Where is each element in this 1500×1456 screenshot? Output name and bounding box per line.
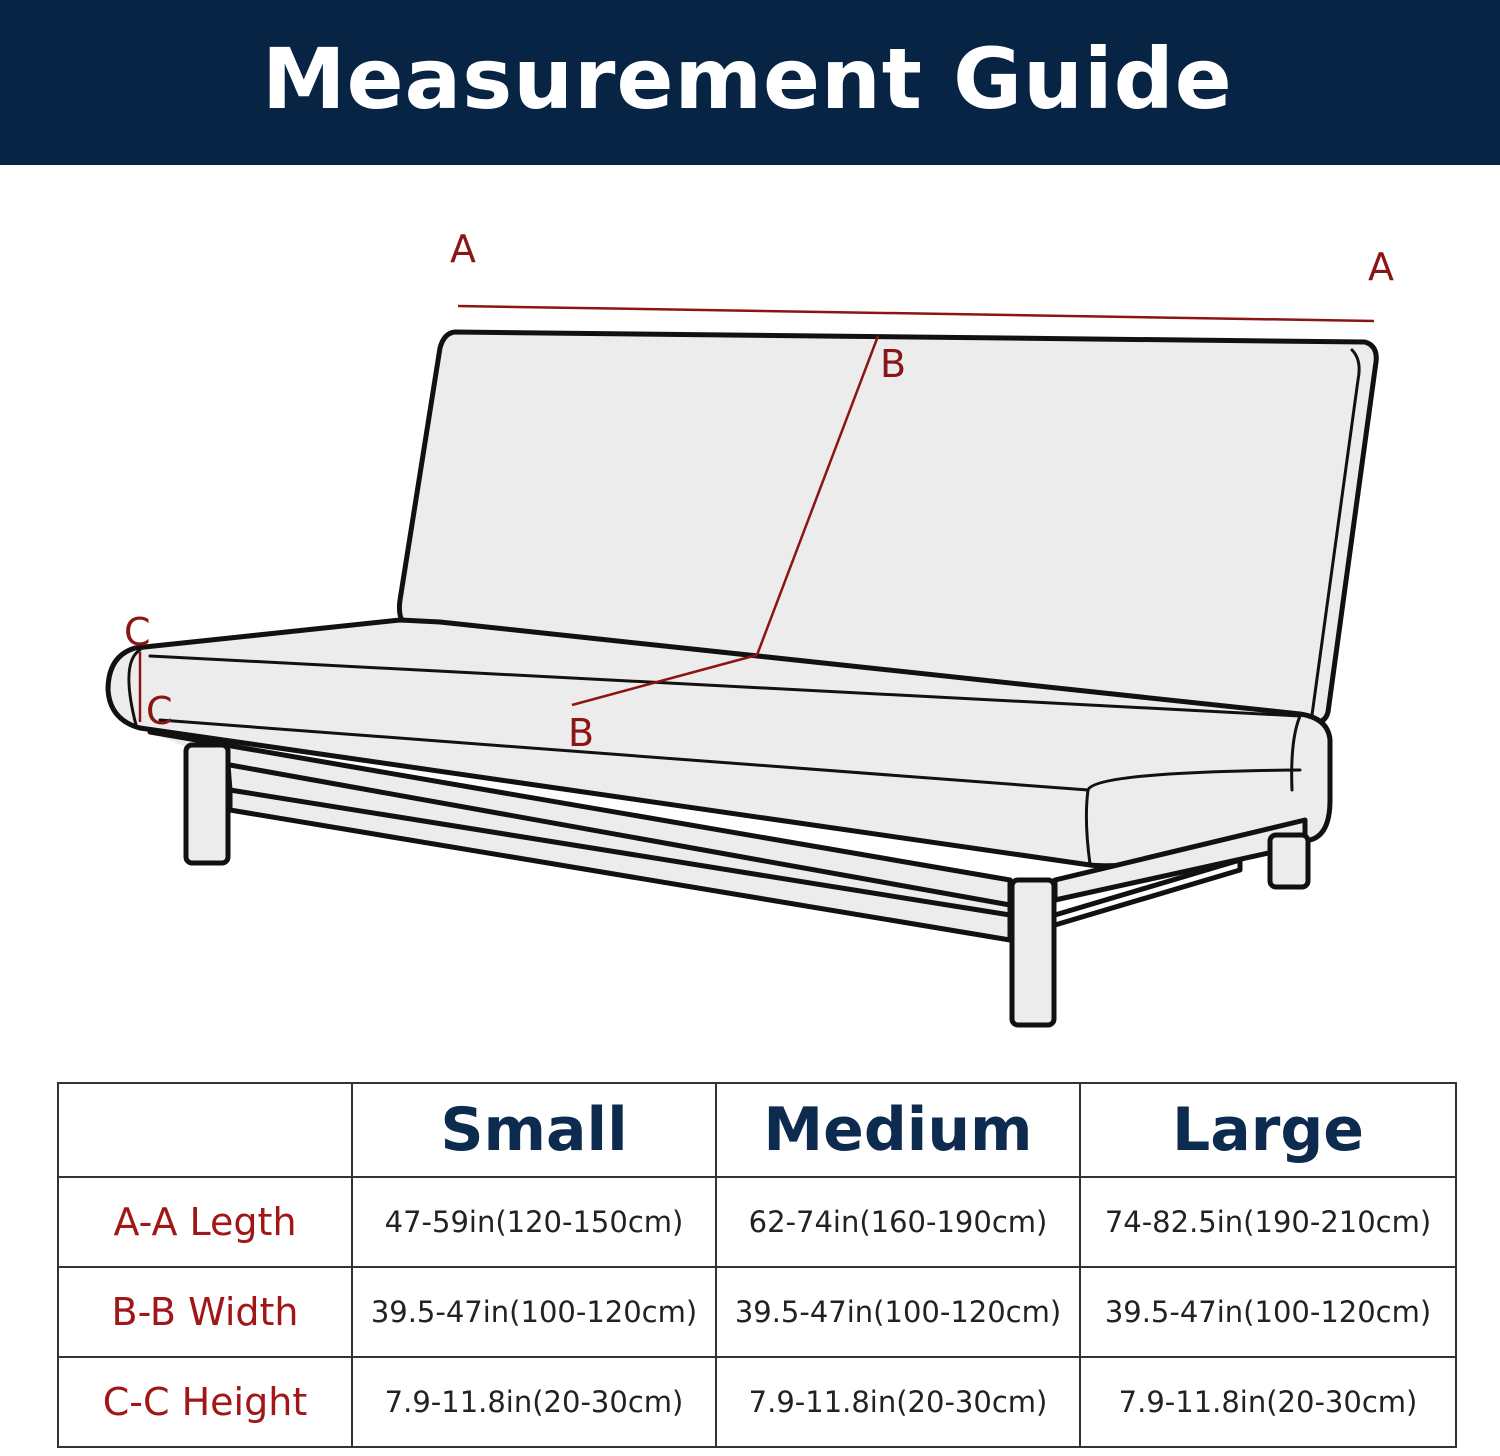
column-small: Small xyxy=(352,1083,716,1177)
label-a-left: A xyxy=(450,227,476,271)
row-label-c-c: C-C Height xyxy=(58,1357,352,1447)
table-cell: 39.5-47in(100-120cm) xyxy=(1080,1267,1456,1357)
label-b-bottom: B xyxy=(568,711,595,755)
table-cell: 39.5-47in(100-120cm) xyxy=(352,1267,716,1357)
a-a-line xyxy=(458,306,1374,321)
table-cell: 7.9-11.8in(20-30cm) xyxy=(716,1357,1080,1447)
column-large: Large xyxy=(1080,1083,1456,1177)
table-cell: 7.9-11.8in(20-30cm) xyxy=(1080,1357,1456,1447)
table-row xyxy=(58,1267,1456,1357)
label-c-bottom: C xyxy=(146,689,173,733)
table-cell: 7.9-11.8in(20-30cm) xyxy=(352,1357,716,1447)
table-cell: 47-59in(120-150cm) xyxy=(352,1177,716,1267)
sofa-diagram xyxy=(0,165,1500,1065)
table-row xyxy=(58,1357,1456,1447)
page-title: Measurement Guide xyxy=(262,30,1233,128)
label-c-top: C xyxy=(124,610,151,654)
label-a-right: A xyxy=(1368,245,1394,289)
size-table xyxy=(57,1082,1457,1448)
sofa-leg-back-right xyxy=(1270,835,1308,887)
table-header-row xyxy=(58,1083,1456,1177)
table-cell: 74-82.5in(190-210cm) xyxy=(1080,1177,1456,1267)
label-b-top: B xyxy=(880,342,907,386)
row-label-a-a: A-A Legth xyxy=(58,1177,352,1267)
column-medium: Medium xyxy=(716,1083,1080,1177)
sofa-drawing xyxy=(108,332,1376,1025)
table-cell: 39.5-47in(100-120cm) xyxy=(716,1267,1080,1357)
table-corner xyxy=(58,1083,352,1177)
header-banner xyxy=(0,0,1500,165)
sofa-leg-front-left xyxy=(186,745,228,863)
table-row xyxy=(58,1177,1456,1267)
table-cell: 62-74in(160-190cm) xyxy=(716,1177,1080,1267)
row-label-b-b: B-B Width xyxy=(58,1267,352,1357)
sofa-leg-front-right xyxy=(1012,880,1054,1025)
